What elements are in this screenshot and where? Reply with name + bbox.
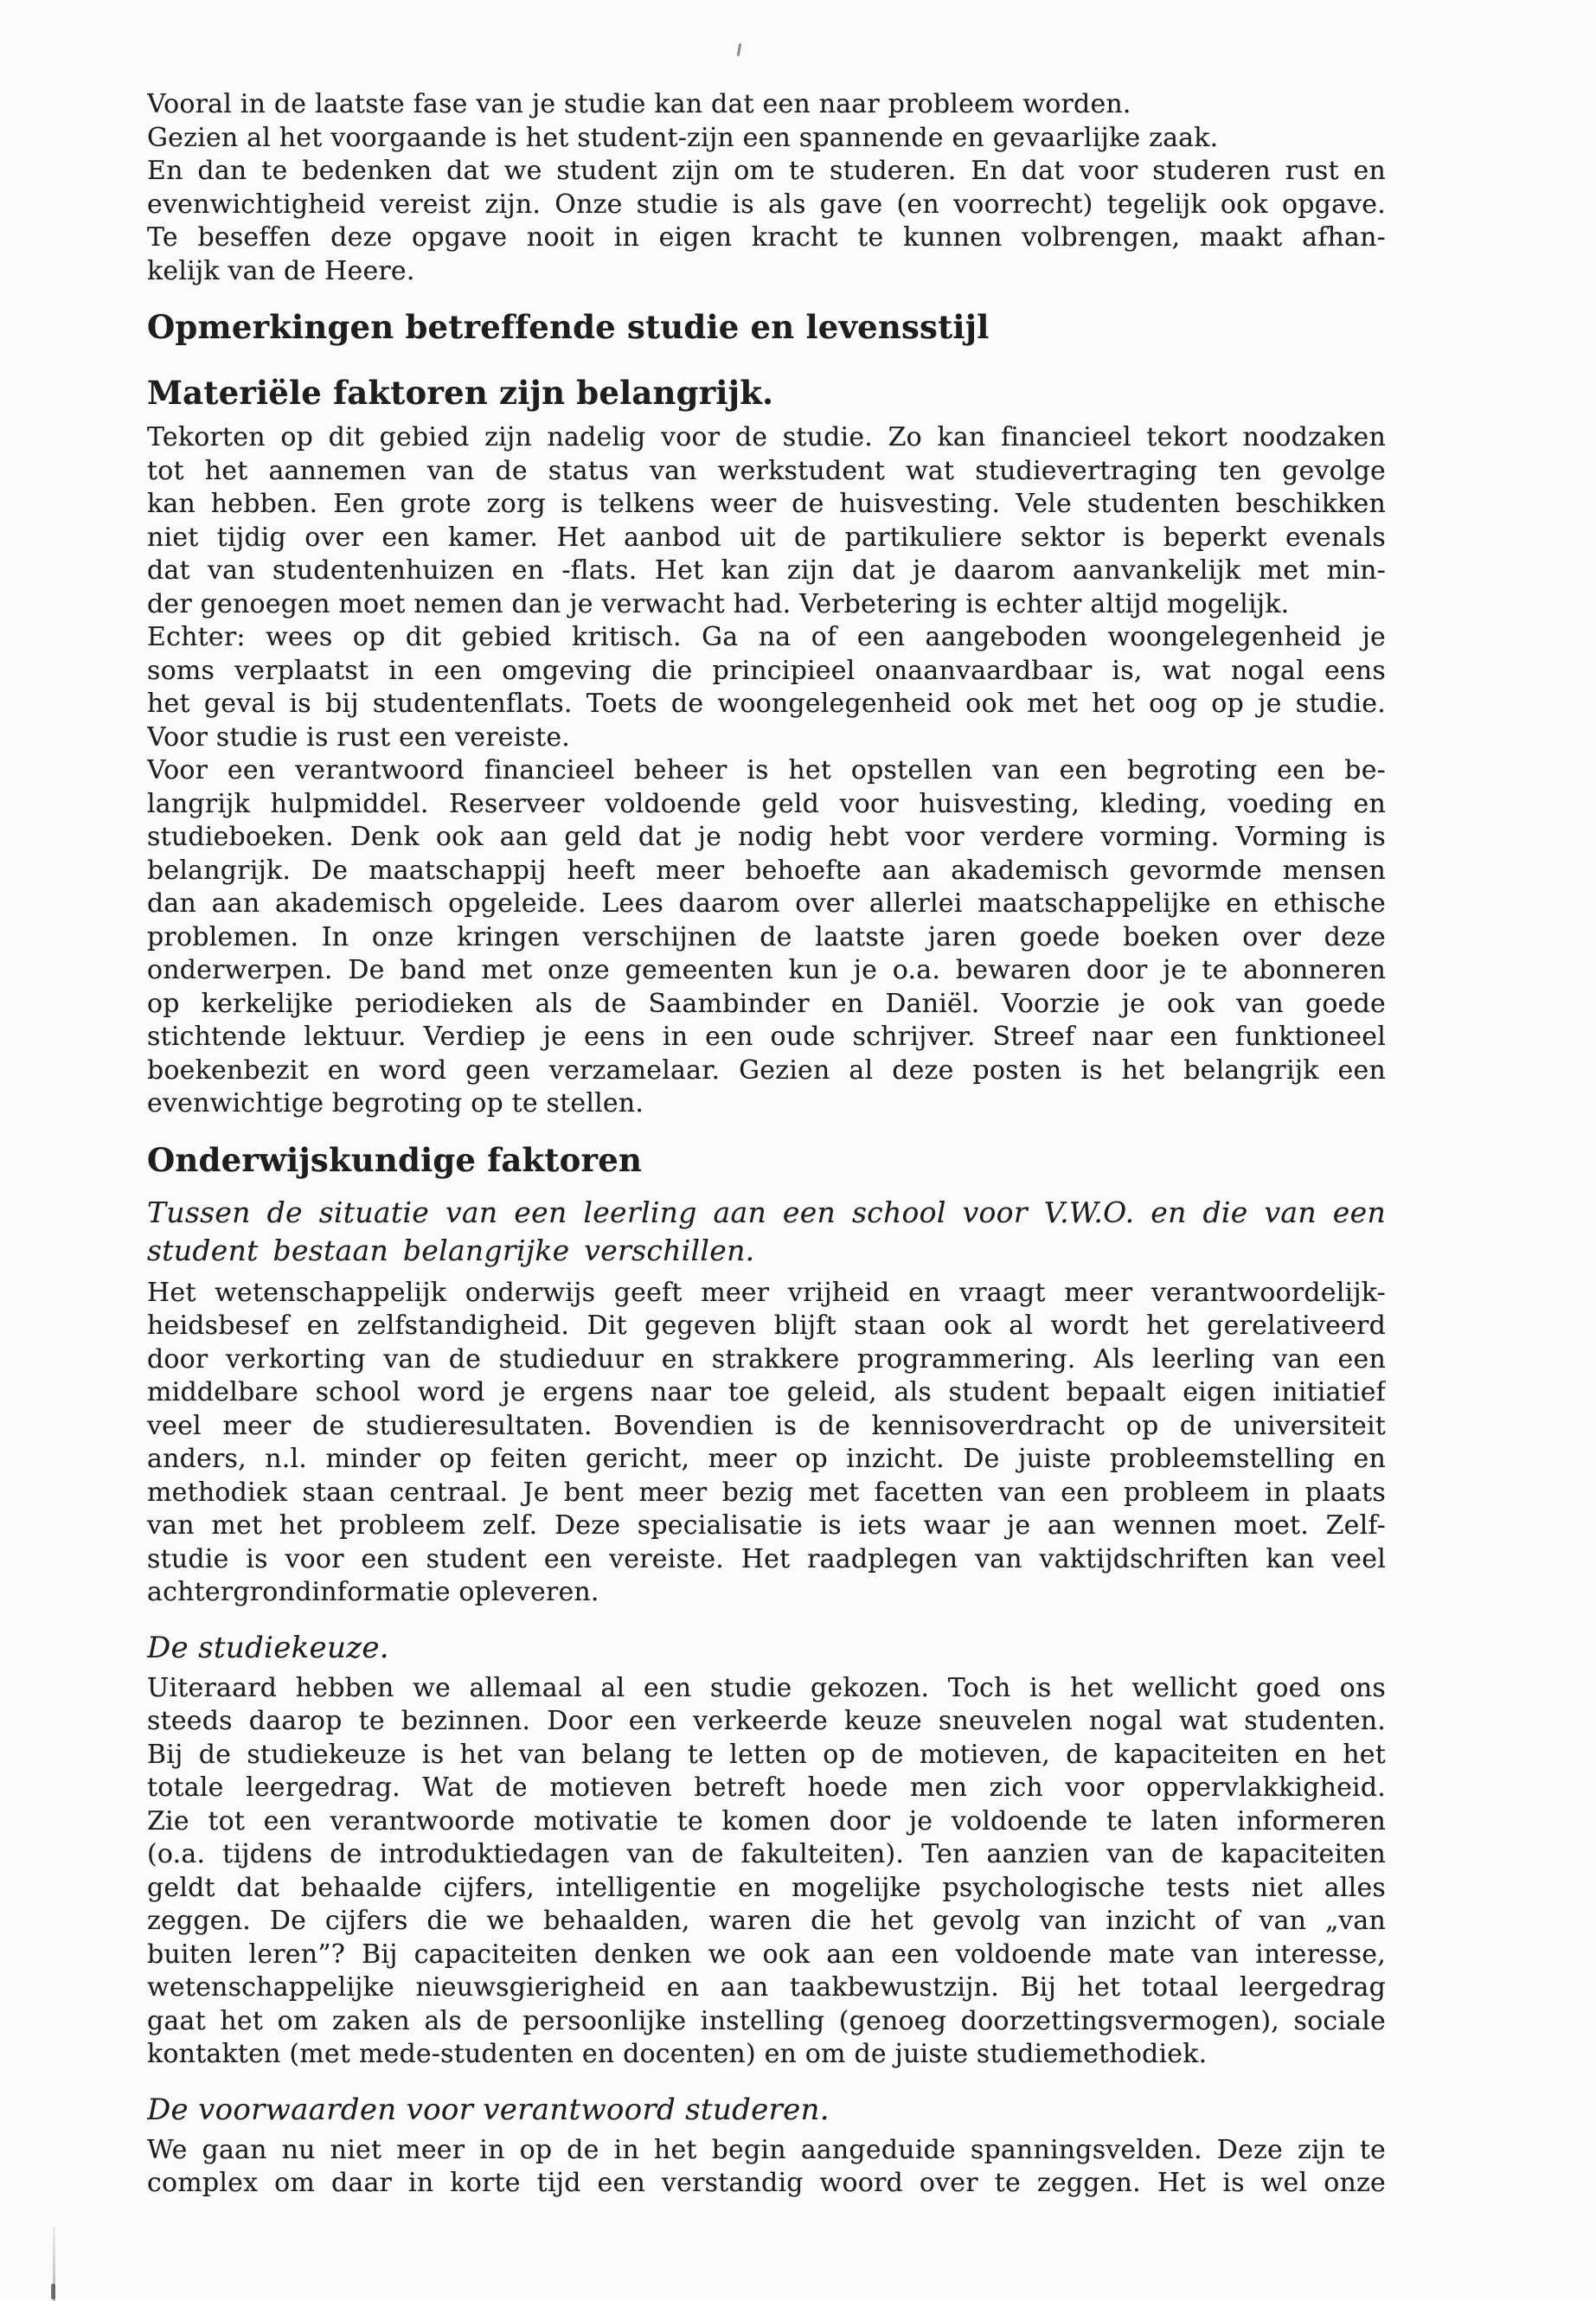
text-line: niet tijdig over een kamer. Het aanbod uit de partikuliere sektor is beperkt evenals: [147, 522, 1386, 553]
text-line: Tekorten op dit gebied zijn nadelig voor de studie. Zo kan financieel tekort noodzaken: [147, 422, 1386, 452]
text-line: heidsbesef en zelfstandigheid. Dit gegeven blijft staan ook al wordt het gerelativeerd: [147, 1311, 1386, 1341]
text-line: geldt dat behaalde cijfers, intelligentie en mogelijke psychologische tests niet alles: [147, 1872, 1386, 1903]
text-line: der genoegen moet nemen dan je verwacht had. Verbetering is echter altijd mogelijk.: [147, 588, 1290, 619]
text-line: kan hebben. Een grote zorg is telkens weer de huisvesting. Vele studenten beschikken: [147, 489, 1386, 519]
text-line: De voorwaarden voor verantwoord studeren.: [147, 2092, 830, 2127]
text-line: studieboeken. Denk ook aan geld dat je nodig hebt voor verdere vorming. Vorming is: [147, 822, 1386, 852]
scan-artifact-blob: [51, 2284, 55, 2299]
text-line: achtergrondinformatie opleveren.: [147, 1577, 599, 1607]
text-line: veel meer de studieresultaten. Bovendien is de kennisoverdracht op de universiteit: [147, 1410, 1386, 1441]
text-line: Te beseffen deze opgave nooit in eigen kracht te kunnen volbrengen, maakt afhan-: [147, 222, 1386, 253]
text-line: Opmerkingen betreffende studie en levensstijl: [147, 308, 990, 346]
text-line: En dan te bedenken dat we student zijn om te studeren. En dat voor studeren rust en: [147, 156, 1386, 186]
paragraph-studiekeuze: [147, 1672, 1386, 2072]
text-line: problemen. In onze kringen verschijnen de laatste jaren goede boeken over deze: [147, 921, 1386, 952]
intro-paragraph-2: [147, 122, 1386, 156]
text-line: We gaan nu niet meer in op de in het begin aangeduide spanningsvelden. Deze zijn te: [147, 2134, 1386, 2165]
text-line: anders, n.l. minder op feiten gericht, meer op inzicht. De juiste probleemstelling en: [147, 1444, 1386, 1474]
text-line: Vooral in de laatste fase van je studie kan dat een naar probleem worden.: [147, 89, 1131, 119]
text-line: Onderwijskundige faktoren: [147, 1140, 643, 1179]
text-line: op kerkelijke periodieken als de Saambinder en Daniël. Voorzie je ook van goede: [147, 988, 1386, 1019]
paragraph-begroting: [147, 754, 1386, 1121]
text-line: Zie tot een verantwoorde motivatie te komen door je voldoende te laten informeren: [147, 1805, 1386, 1836]
text-line: stichtende lektuur. Verdiep je eens in een oude schrijver. Streef naar een funktioneel: [147, 1022, 1386, 1052]
text-line: boekenbezit en word geen verzamelaar. Gezien al deze posten is het belangrijk een: [147, 1054, 1386, 1086]
text-line: Materiële faktoren zijn belangrijk.: [147, 374, 774, 412]
text-line: soms verplaatst in een omgeving die principieel onaanvaardbaar is, wat nogal eens: [147, 655, 1386, 686]
text-line: dat van studentenhuizen en -flats. Het kan zijn dat je daarom aanvankelijk met min-: [147, 555, 1386, 586]
text-line: Gezien al het voorgaande is het student-zijn een spannende en gevaarlijke zaak.: [147, 122, 1219, 153]
heading-onderwijskundige-faktoren: [147, 1140, 1386, 1180]
text-line: (o.a. tijdens de introduktiedagen van de fakulteiten). Ten aanzien van de kapaciteiten: [147, 1839, 1386, 1869]
text-line: onderwerpen. De band met onze gemeenten kun je o.a. bewaren door je te abonneren: [147, 955, 1386, 985]
text-line: het geval is bij studentenflats. Toets de woongelegenheid ook met het oog op je studie.: [147, 689, 1386, 719]
text-line: evenwichtige begroting op te stellen.: [147, 1088, 644, 1118]
text-line: student bestaan belangrijke verschillen.: [147, 1233, 755, 1267]
heading-opmerkingen: [147, 307, 1386, 347]
text-line: dan aan akademisch opgeleide. Lees daarom over allerlei maatschappelijke en ethische: [147, 888, 1386, 919]
text-line: kelijk van de Heere.: [147, 255, 415, 286]
text-line: middelbare school word je ergens naar toe geleid, als student bepaalt eigen initiatief: [147, 1377, 1386, 1407]
text-line: kontakten (met mede-studenten en docenten) en om de juiste studiemethodiek.: [147, 2039, 1208, 2069]
lead-vwo-student: [147, 1194, 1386, 1270]
text-line: evenwichtigheid vereist zijn. Onze studie is als gave (en voorrecht) tegelijk ook opgave.: [147, 189, 1386, 220]
text-line: zeggen. De cijfers die we behaalden, waren die het gevolg van inzicht of van „van: [147, 1906, 1386, 1936]
text-line: Echter: wees op dit gebied kritisch. Ga na of een aangeboden woongelegenheid je: [147, 622, 1386, 652]
text-line: langrijk hulpmiddel. Reserveer voldoende geld voor huisvesting, kleding, voeding en: [147, 788, 1386, 819]
text-line: Uiteraard hebben we allemaal al een studie gekozen. Toch is het wellicht goed ons: [147, 1672, 1386, 1703]
subheading-studiekeuze: [147, 1629, 1386, 1667]
page-text: [147, 0, 1386, 2201]
text-line: wetenschappelijke nieuwsgierigheid en aan taakbewustzijn. Bij het totaal leergedrag: [147, 1972, 1386, 2003]
text-line: totale leergedrag. Wat de motieven betreft hoede men zich voor oppervlakkigheid.: [147, 1772, 1386, 1803]
subheading-voorwaarden: [147, 2091, 1386, 2129]
text-line: Het wetenschappelijk onderwijs geeft meer vrijheid en vraagt meer verantwoordelijk-: [147, 1277, 1386, 1308]
text-line: studie is voor een student een vereiste. Het raadplegen van vaktijdschriften kan veel: [147, 1543, 1386, 1574]
paragraph-woongelegenheid: [147, 621, 1386, 754]
text-line: methodiek staan centraal. Je bent meer bezig met facetten van een probleem in plaats: [147, 1477, 1386, 1508]
paragraph-huisvesting: [147, 421, 1386, 621]
text-line: Voor studie is rust een vereiste.: [147, 721, 571, 753]
text-line: steeds daarop te bezinnen. Door een verkeerde keuze sneuvelen nogal wat studenten.: [147, 1706, 1386, 1736]
intro-paragraph-1: [147, 88, 1386, 122]
text-line: Voor een verantwoord financieel beheer is het opstellen van een begroting een be-: [147, 755, 1386, 785]
intro-paragraph-3: [147, 155, 1386, 288]
text-line: door verkorting van de studieduur en strakkere programmering. Als leerling van een: [147, 1343, 1386, 1375]
text-line: gaat het om zaken als de persoonlijke instelling (genoeg doorzettingsvermogen), sociale: [147, 2005, 1386, 2036]
text-line: tot het aannemen van de status van werkstudent wat studievertraging ten gevolge: [147, 455, 1386, 486]
text-line: buiten leren”? Bij capaciteiten denken we ook aan een voldoende mate van interesse,: [147, 1939, 1386, 1970]
text-line: van met het probleem zelf. Deze specialisatie is iets waar je aan wennen moet. Zelf-: [147, 1510, 1386, 1541]
text-line: Tussen de situatie van een leerling aan een school voor V.W.O. en die van een: [147, 1195, 1386, 1229]
text-line: Bij de studiekeuze is het van belang te letten op de motieven, de kapaciteiten en het: [147, 1739, 1386, 1770]
paragraph-wetenschappelijk-onderwijs: [147, 1277, 1386, 1610]
text-line: complex om daar in korte tijd een verstandig woord over te zeggen. Het is wel onze: [147, 2168, 1386, 2198]
paragraph-voorwaarden: [147, 2134, 1386, 2201]
text-line: De studiekeuze.: [147, 1630, 389, 1665]
text-line: belangrijk. De maatschappij heeft meer behoefte aan akademisch gevormde mensen: [147, 855, 1386, 886]
heading-materiele-faktoren: [147, 373, 1386, 413]
